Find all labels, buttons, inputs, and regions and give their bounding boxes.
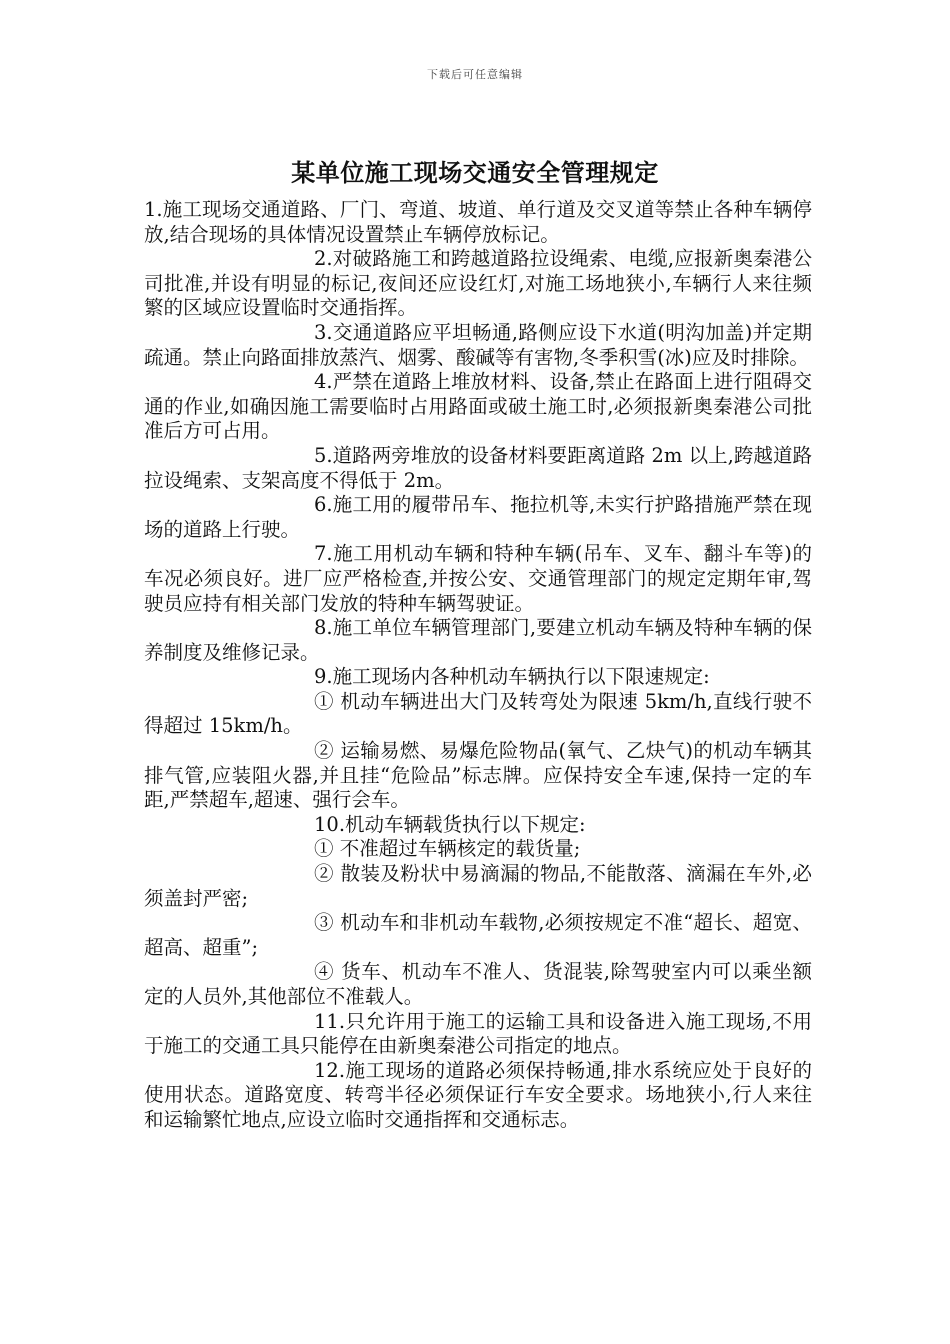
paragraph-2: 2.对破路施工和跨越道路拉设绳索、电缆,应报新奥秦港公司批准,并设有明显的标记,夜间还应设红灯,对施工场地狭小,车辆行人来往频繁的区域应设置临时交通指挥。	[144, 247, 812, 320]
document-title: 某单位施工现场交通安全管理规定	[291, 158, 659, 187]
paragraph-9-item-2: ② 运输易燃、易爆危险物品(氧气、乙炔气)的机动车辆其排气管,应装阻火器,并且挂“危险品”标志牌。应保持安全车速,保持一定的车距,严禁超车,超速、强行会车。	[144, 739, 812, 812]
paragraph-7: 7.施工用机动车辆和特种车辆(吊车、叉车、翻斗车等)的车况必须良好。进厂应严格检查,并按公安、交通管理部门的规定定期年审,驾驶员应持有相关部门发放的特种车辆驾驶证。	[144, 542, 812, 615]
paragraph-4: 4.严禁在道路上堆放材料、设备,禁止在路面上进行阻碍交通的作业,如确因施工需要临时占用路面或破土施工时,必须报新奥秦港公司批准后方可占用。	[144, 370, 812, 443]
paragraph-10: 10.机动车辆载货执行以下规定:	[314, 812, 586, 836]
paragraph-10-item-4: ④ 货车、机动车不准人、货混装,除驾驶室内可以乘坐额定的人员外,其他部位不准载人。	[144, 960, 812, 1008]
header-note: 下载后可任意编辑	[427, 68, 523, 81]
paragraph-10-item-1: ① 不准超过车辆核定的载货量;	[314, 837, 581, 861]
paragraph-9-item-1: ① 机动车辆进出大门及转弯处为限速 5km/h,直线行驶不得超过 15km/h。	[144, 689, 812, 738]
paragraph-1: 1.施工现场交通道路、厂门、弯道、坡道、单行道及交叉道等禁止各种车辆停放,结合现场的具体情况设置禁止车辆停放标记。	[144, 198, 812, 246]
paragraph-10-item-2: ② 散装及粉状中易滴漏的物品,不能散落、滴漏在车外,必须盖封严密;	[144, 862, 812, 910]
paragraph-11: 11.只允许用于施工的运输工具和设备进入施工现场,不用于施工的交通工具只能停在由新奥秦港公司指定的地点。	[144, 1009, 812, 1058]
paragraph-9: 9.施工现场内各种机动车辆执行以下限速规定:	[314, 665, 710, 689]
paragraph-8: 8.施工单位车辆管理部门,要建立机动车辆及特种车辆的保养制度及维修记录。	[144, 616, 812, 664]
paragraph-12: 12.施工现场的道路必须保持畅通,排水系统应处于良好的使用状态。道路宽度、转弯半径必须保证行车安全要求。场地狭小,行人来往和运输繁忙地点,应设立临时交通指挥和交通标志。	[144, 1058, 812, 1131]
paragraph-6: 6.施工用的履带吊车、拖拉机等,未实行护路措施严禁在现场的道路上行驶。	[144, 493, 812, 541]
document-body	[144, 198, 812, 1133]
paragraph-10-item-3: ③ 机动车和非机动车载物,必须按规定不准“超长、超宽、超高、超重”;	[144, 911, 812, 959]
paragraph-3: 3.交通道路应平坦畅通,路侧应设下水道(明沟加盖)并定期疏通。禁止向路面排放蒸汽、烟雾、酸碱等有害物,冬季积雪(冰)应及时排除。	[144, 320, 812, 369]
paragraph-5: 5.道路两旁堆放的设备材料要距离道路 2m 以上,跨越道路拉设绳索、支架高度不得低于 2m。	[144, 443, 812, 492]
